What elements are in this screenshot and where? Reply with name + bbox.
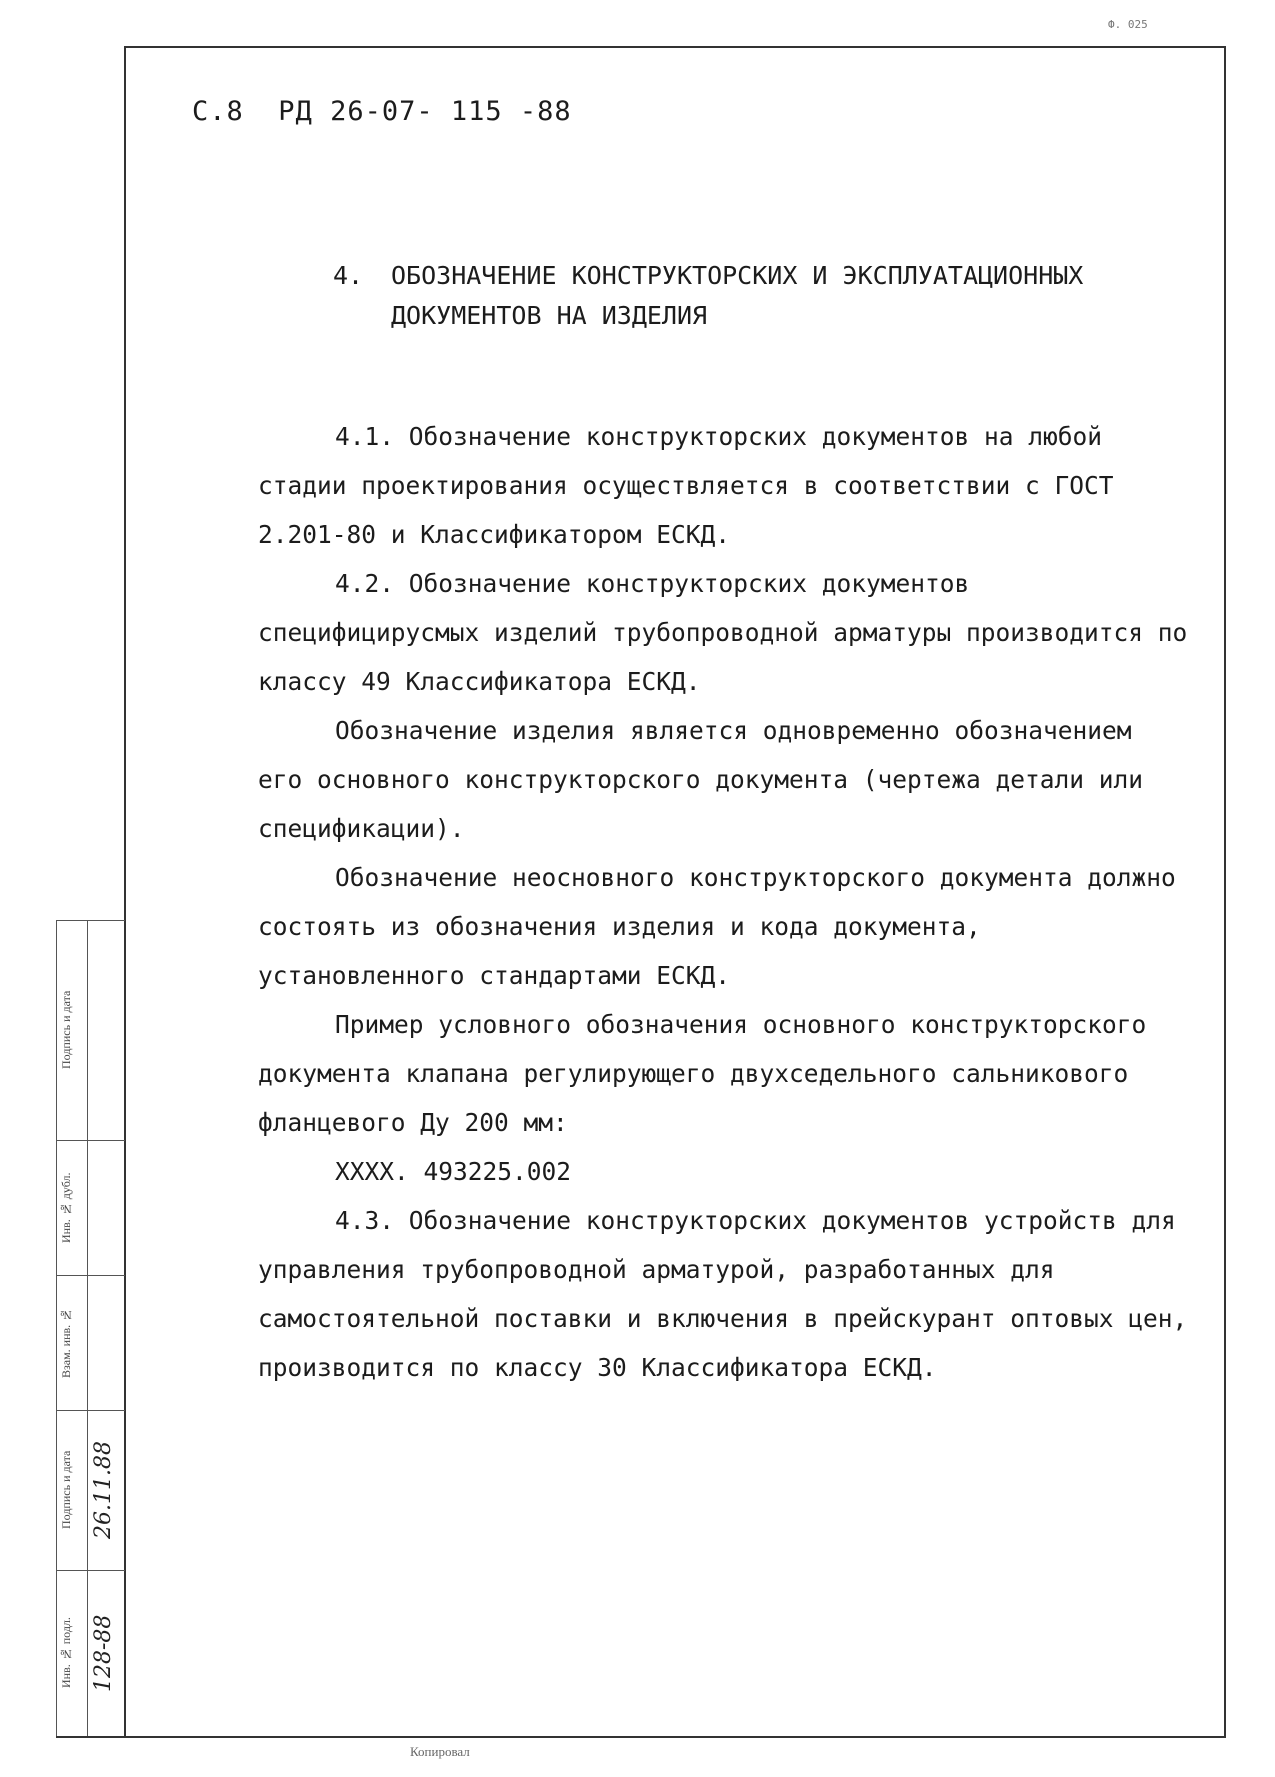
handwritten-date: 26.11.88 xyxy=(91,1441,116,1539)
paragraph-4-2: 4.2. Обозначение конструкторских документов специфицирусмых изделий трубопроводной арматуры производится по классу 49 Классификатора ЕСКД. xyxy=(258,569,1188,696)
paragraph-secondary-document: Обозначение неосновного конструкторского документа должно состоять из обозначения изделия и кода документа, установленного стандартами ЕСКД. xyxy=(258,863,1176,990)
handwritten-inventory-number: 128-88 xyxy=(91,1614,116,1692)
frame-top-border xyxy=(126,46,1226,48)
page-number: С.8 xyxy=(192,96,244,127)
stamp-label-original-inv: Инв. № подл. xyxy=(59,1617,73,1689)
section-heading xyxy=(333,256,1153,336)
example-code: ХХХХ. 493225.002 xyxy=(335,1157,572,1186)
frame-bottom-border xyxy=(56,1736,1226,1738)
paragraph-4-1: 4.1. Обозначение конструкторских документов на любой стадии проектирования осуществляется в соответствии с ГОСТ 2.201-80 и Классификатором ЕСКД. xyxy=(258,422,1114,549)
stamp-label-dup-inv: Инв. № дубл. xyxy=(59,1172,73,1243)
paragraph-4-3: 4.3. Обозначение конструкторских документов устройств для управления трубопроводной арматурой, разработанных для самостоятельной поставки и включения в прейскурант оптовых цен, производится по классу 30 Классификатора ЕСКД. xyxy=(258,1206,1188,1382)
form-code: Ф. 025 xyxy=(1108,18,1148,31)
paragraph-designation: Обозначение изделия является одновременно обозначением его основного конструкторского документа (чертежа детали или спецификации). xyxy=(258,716,1144,843)
document-body xyxy=(258,412,1188,1392)
paragraph-example: Пример условного обозначения основного конструкторского документа клапана регулирующего двухседельного сальникового фланцевого Ду 200 мм: xyxy=(258,1010,1147,1137)
page-header xyxy=(192,96,572,127)
section-number: 4. xyxy=(333,261,364,290)
frame-right-border xyxy=(1224,46,1226,1736)
section-title: ОБОЗНАЧЕНИЕ КОНСТРУКТОРСКИХ И ЭКСПЛУАТАЦИОННЫХ ДОКУМЕНТОВ НА ИЗДЕЛИЯ xyxy=(391,261,1084,330)
side-stamp xyxy=(56,920,125,1736)
stamp-label-replacement-inv: Взам. инв. № xyxy=(59,1307,73,1378)
stamp-label-signature-date-2: Подпись и дата xyxy=(59,1450,73,1530)
document-number: РД 26-07- 115 -88 xyxy=(278,96,572,127)
stamp-label-signature-date: Подпись и дата xyxy=(59,990,73,1070)
footer-note: Копировал xyxy=(410,1744,470,1759)
stamp-column-divider xyxy=(87,920,88,1736)
